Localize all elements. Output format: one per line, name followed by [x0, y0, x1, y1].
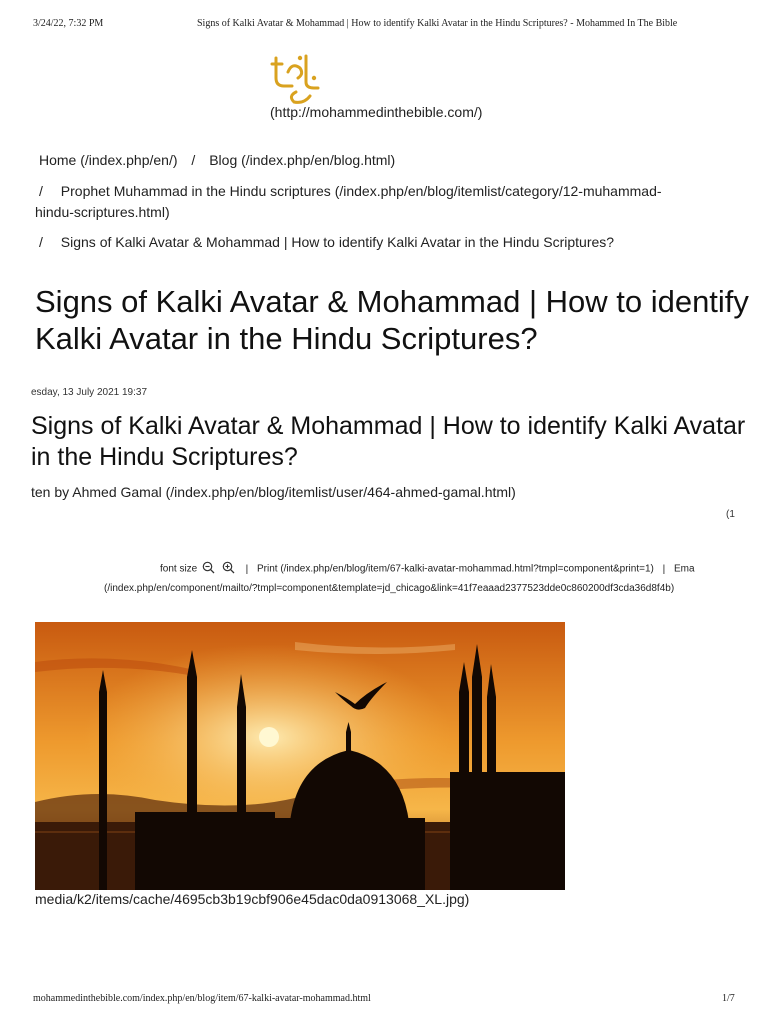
breadcrumb-separator: /	[191, 152, 196, 168]
site-logo[interactable]	[270, 48, 322, 104]
zoom-in-icon[interactable]	[222, 561, 235, 577]
font-size-label: font size	[160, 563, 198, 575]
author-byline[interactable]: ten by Ahmed Gamal (/index.php/en/blog/itemlist/user/464-ahmed-gamal.html)	[31, 484, 516, 500]
breadcrumb-current-row	[39, 234, 614, 250]
breadcrumb-category-row	[39, 183, 662, 199]
print-datetime: 3/24/22, 7:32 PM	[33, 18, 104, 29]
toolbar-divider: |	[662, 563, 666, 575]
page-title: Signs of Kalki Avatar & Mohammad | How to identify Kalki Avatar in the Hindu Scriptures?	[35, 284, 749, 356]
print-link[interactable]: Print (/index.php/en/blog/item/67-kalki-avatar-mohammad.html?tmpl=component&print=1)	[256, 563, 654, 575]
email-link[interactable]: Ema	[674, 563, 695, 575]
article-image[interactable]	[35, 622, 565, 890]
breadcrumb-blog[interactable]: Blog (/index.php/en/blog.html)	[209, 152, 396, 168]
logo-link-url[interactable]: (http://mohammedinthebible.com/)	[270, 104, 483, 120]
breadcrumb-category-continued[interactable]: hindu-scriptures.html)	[35, 204, 170, 220]
breadcrumb-separator: /	[39, 183, 43, 199]
toolbar-divider: |	[245, 563, 249, 575]
print-page-number: 1/7	[722, 993, 735, 1004]
image-url-caption[interactable]: media/k2/items/cache/4695cb3b19cbf906e45dac0da0913068_XL.jpg)	[35, 891, 470, 907]
breadcrumb-home[interactable]: Home (/index.php/en/)	[39, 152, 178, 168]
print-footer-url: mohammedinthebible.com/index.php/en/blog/item/67-kalki-avatar-mohammad.html	[33, 993, 371, 1004]
publish-date: esday, 13 July 2021 19:37	[31, 387, 148, 398]
print-page-title: Signs of Kalki Avatar & Mohammad | How to identify Kalki Avatar in the Hindu Scriptures? - Mohammed In The Bible	[197, 18, 678, 29]
site-logo-mark	[270, 48, 322, 104]
item-title: Signs of Kalki Avatar & Mohammad | How to identify Kalki Avatar in the Hindu Scriptures?	[31, 412, 746, 471]
sunset-mosque-photo	[35, 622, 565, 890]
breadcrumb	[39, 152, 395, 168]
zoom-out-icon[interactable]	[202, 561, 215, 577]
breadcrumb-category[interactable]: Prophet Muhammad in the Hindu scriptures (/index.php/en/blog/itemlist/category/12-muhammad-	[60, 183, 662, 199]
breadcrumb-current: Signs of Kalki Avatar & Mohammad | How to identify Kalki Avatar in the Hindu Scriptures?	[60, 234, 615, 250]
email-link-url[interactable]: (/index.php/en/component/mailto/?tmpl=component&template=jd_chicago&link=41f7eaaad2377523dde0c860200df3cda36d8f4b)	[104, 583, 675, 594]
meta-fragment: (1	[726, 509, 735, 520]
breadcrumb-separator: /	[39, 234, 43, 250]
article-toolbar	[160, 561, 695, 577]
